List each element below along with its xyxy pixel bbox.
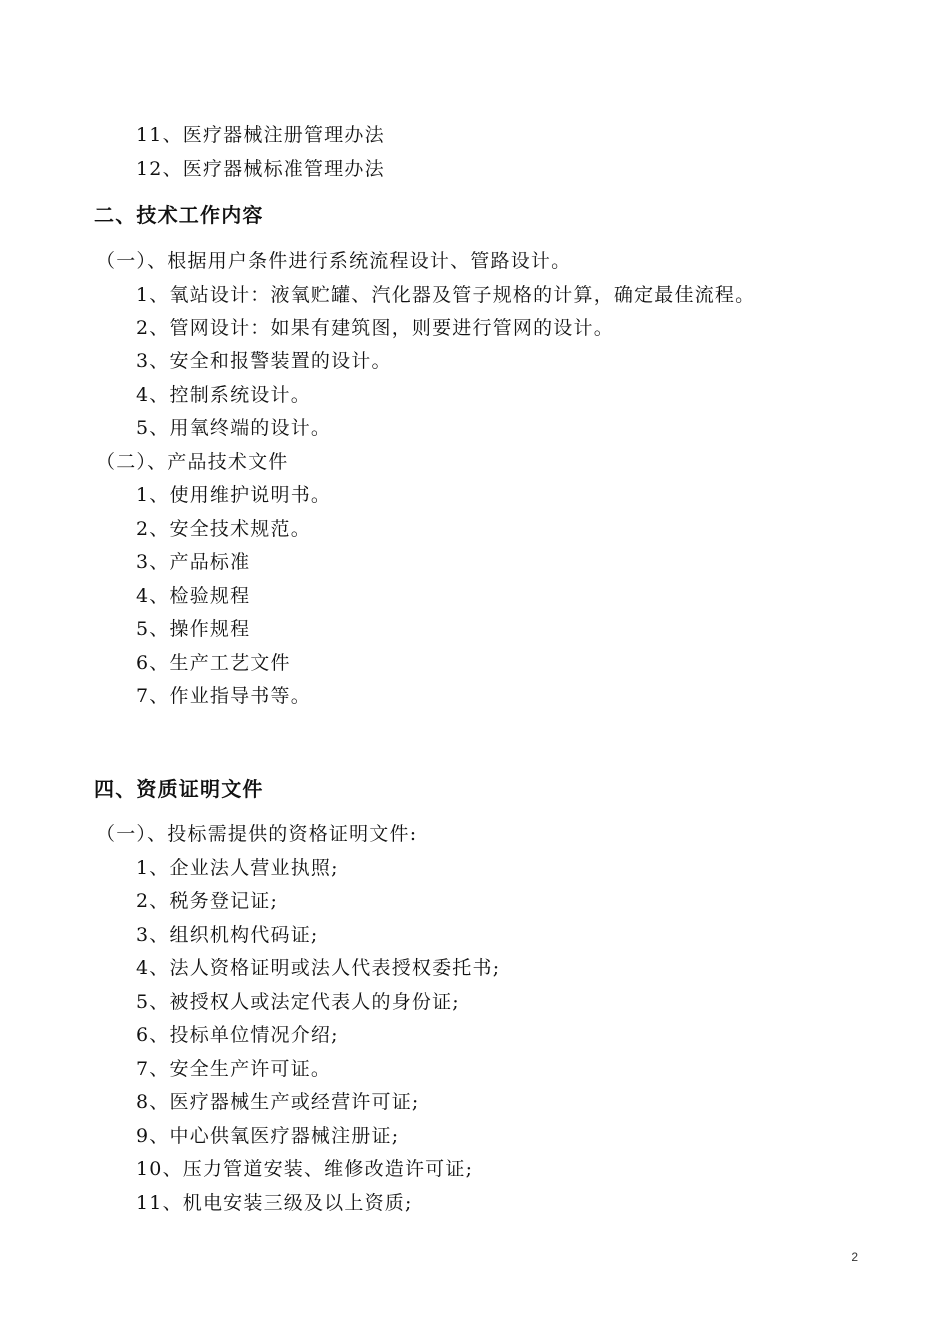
list-item: 5、操作规程 (136, 618, 251, 640)
list-item: 3、组织机构代码证; (136, 924, 319, 946)
list-item: 6、生产工艺文件 (136, 652, 291, 674)
section-heading-technical-work: 二、技术工作内容 (94, 203, 264, 227)
list-item: 2、安全技术规范。 (136, 518, 311, 540)
list-item: 3、安全和报警装置的设计。 (136, 350, 392, 372)
list-item: 5、用氧终端的设计。 (136, 417, 332, 439)
list-item: 4、检验规程 (136, 585, 251, 607)
list-item: 11、机电安装三级及以上资质; (136, 1192, 413, 1214)
subsection-title: （二）、产品技术文件 (96, 451, 289, 473)
list-item: 2、税务登记证; (136, 890, 279, 912)
list-item: 1、氧站设计：液氧贮罐、汽化器及管子规格的计算，确定最佳流程。 (136, 284, 756, 306)
page-number: 2 (851, 1250, 858, 1264)
list-item: 2、管网设计：如果有建筑图，则要进行管网的设计。 (136, 317, 614, 339)
list-item: 4、控制系统设计。 (136, 384, 311, 406)
list-item: 7、作业指导书等。 (136, 685, 311, 707)
list-item: 3、产品标准 (136, 551, 251, 573)
subsection-title: （一）、根据用户条件进行系统流程设计、管路设计。 (96, 250, 572, 272)
subsection-title: （一）、投标需提供的资格证明文件: (96, 823, 418, 845)
list-item: 1、企业法人营业执照; (136, 857, 339, 879)
list-item: 11、医疗器械注册管理办法 (136, 124, 385, 146)
list-item: 6、投标单位情况介绍; (136, 1024, 339, 1046)
list-item: 10、压力管道安装、维修改造许可证; (136, 1158, 474, 1180)
list-item: 5、被授权人或法定代表人的身份证; (136, 991, 460, 1013)
list-item: 9、中心供氧医疗器械注册证; (136, 1125, 400, 1147)
section-heading-qualification-documents: 四、资质证明文件 (94, 777, 264, 801)
list-item: 8、医疗器械生产或经营许可证; (136, 1091, 420, 1113)
list-item: 12、医疗器械标准管理办法 (136, 158, 385, 180)
list-item: 7、安全生产许可证。 (136, 1058, 332, 1080)
list-item: 4、法人资格证明或法人代表授权委托书; (136, 957, 501, 979)
list-item: 1、使用维护说明书。 (136, 484, 332, 506)
